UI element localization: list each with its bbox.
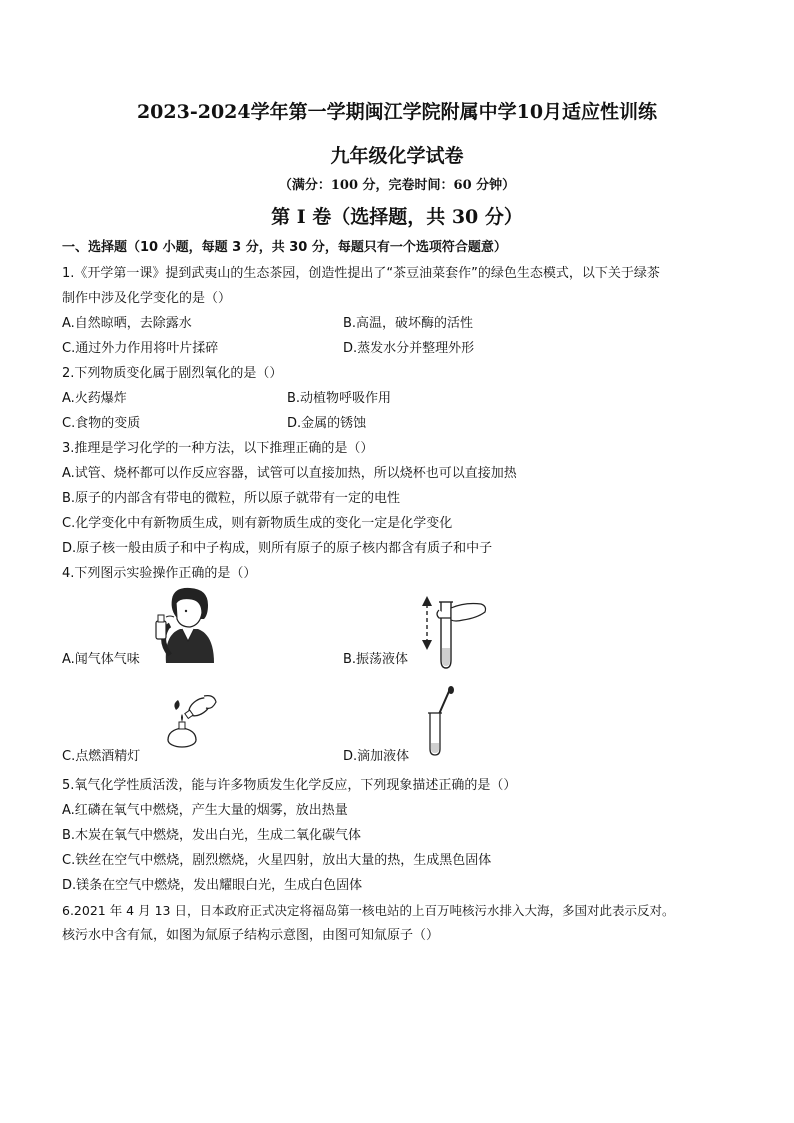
q4-option-d: D.滴加液体 xyxy=(343,749,410,764)
volume-heading: 第 I 卷（选择题，共 30 分） xyxy=(271,206,523,228)
light-alcohol-lamp-figure xyxy=(160,690,220,750)
q6-stem-line1: 6.2021 年 4 月 13 日，日本政府正式决定将福岛第一核电站的上百万吨核污水排入大海，多国对此表示反对。 xyxy=(62,903,675,918)
exam-title: 2023-2024学年第一学期闽江学院附属中学10月适应性训练 xyxy=(136,101,658,123)
section-heading: 一、选择题（10 小题，每题 3 分，共 30 分，每题只有一个选项符合题意） xyxy=(62,240,507,255)
q4-option-b: B.振荡液体 xyxy=(343,652,409,667)
q2-option-c: C.食物的变质 xyxy=(62,416,141,431)
q2-option-a: A.火药爆炸 xyxy=(62,391,127,406)
q3-stem: 3.推理是学习化学的一种方法，以下推理正确的是（） xyxy=(62,441,374,456)
q5-option-b: B.木炭在氧气中燃烧，发出白光，生成二氧化碳气体 xyxy=(62,828,362,843)
q4-stem: 4.下列图示实验操作正确的是（） xyxy=(62,566,257,581)
q5-stem: 5.氧气化学性质活泼，能与许多物质发生化学反应，下列现象描述正确的是（） xyxy=(62,778,517,793)
smell-gas-figure xyxy=(150,585,220,663)
q6-stem-line2: 核污水中含有氚，如图为氚原子结构示意图，由图可知氚原子（） xyxy=(62,928,440,943)
q1-stem-line1: 1.《开学第一课》提到武夷山的生态茶园，创造性提出了“茶豆油菜套作”的绿色生态模式，以下关于绿茶 xyxy=(62,266,660,281)
q3-option-c: C.化学变化中有新物质生成，则有新物质生成的变化一定是化学变化 xyxy=(62,516,453,531)
q1-option-a: A.自然晾晒，去除露水 xyxy=(62,316,192,331)
q2-option-b: B.动植物呼吸作用 xyxy=(287,391,392,406)
q3-option-d: D.原子核一般由质子和中子构成，则所有原子的原子核内都含有质子和中子 xyxy=(62,541,493,556)
q5-option-c: C.铁丝在空气中燃烧，剧烈燃烧，火星四射，放出大量的热，生成黑色固体 xyxy=(62,853,492,868)
q1-option-b: B.高温，破坏酶的活性 xyxy=(343,316,474,331)
q4-option-a: A.闻气体气味 xyxy=(62,652,140,667)
q3-option-b: B.原子的内部含有带电的微粒，所以原子就带有一定的电性 xyxy=(62,491,401,506)
q5-option-a: A.红磷在氧气中燃烧，产生大量的烟雾，放出热量 xyxy=(62,803,348,818)
score-time-note: （满分：100 分，完卷时间：60 分钟） xyxy=(278,178,516,193)
q1-stem-line2: 制作中涉及化学变化的是（） xyxy=(62,291,232,306)
q2-stem: 2.下列物质变化属于剧烈氧化的是（） xyxy=(62,366,283,381)
q4-option-c: C.点燃酒精灯 xyxy=(62,749,141,764)
q1-option-d: D.蒸发水分并整理外形 xyxy=(343,341,475,356)
q3-option-a: A.试管、烧杯都可以作反应容器，试管可以直接加热，所以烧杯也可以直接加热 xyxy=(62,466,517,481)
dropper-figure xyxy=(420,685,460,757)
q2-option-d: D.金属的锈蚀 xyxy=(287,416,367,431)
q5-option-d: D.镁条在空气中燃烧，发出耀眼白光，生成白色固体 xyxy=(62,878,363,893)
exam-subtitle: 九年级化学试卷 xyxy=(330,145,464,167)
q1-option-c: C.通过外力作用将叶片揉碎 xyxy=(62,341,219,356)
shake-liquid-figure xyxy=(415,590,490,670)
